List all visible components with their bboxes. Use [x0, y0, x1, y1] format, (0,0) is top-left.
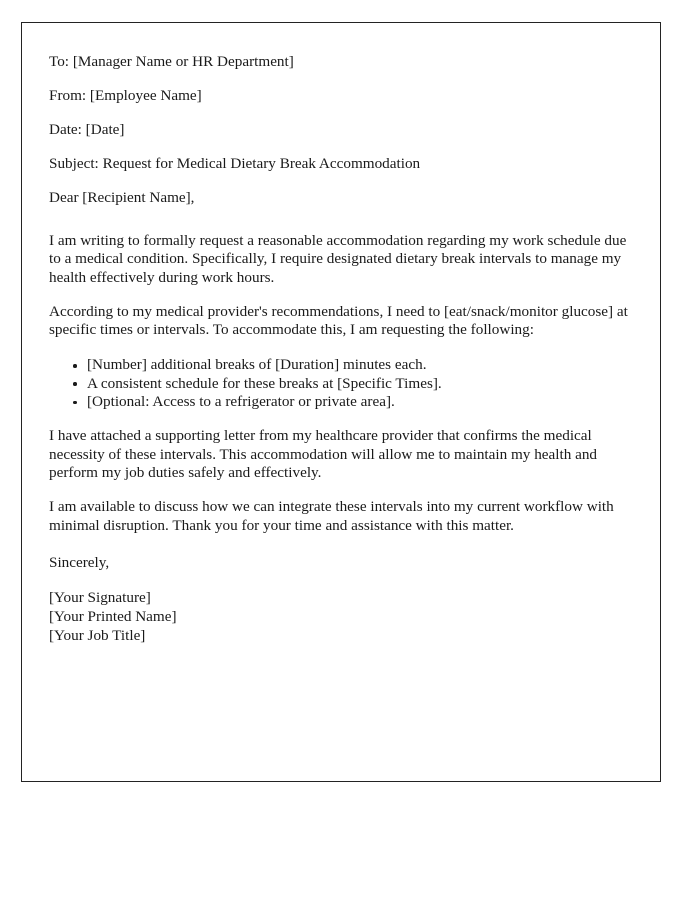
letter-paragraph-4: I am available to discuss how we can integrate these intervals into my current workflow with minimal disruption. Thank you for your time and assistance with this matter. — [49, 498, 614, 534]
letter-closing: Sincerely, — [49, 553, 110, 571]
letter-paragraph-1: I am writing to formally request a reasonable accommodation regarding my work schedule due to a medical condition. Specifically, I require designated dietary break intervals to manage my health effectively during work hours. — [49, 232, 627, 286]
letter-salutation: Dear [Recipient Name], — [49, 189, 195, 206]
signature-line-printed-name: [Your Printed Name] — [49, 608, 177, 626]
list-item — [49, 375, 633, 393]
signature-block — [49, 588, 633, 645]
letter-field-subject: Subject: Request for Medical Dietary Break Accommodation — [49, 155, 421, 172]
list-item-text: [Number] additional breaks of [Duration] minutes each. — [87, 356, 427, 374]
letter-field-to: To: [Manager Name or HR Department] — [49, 53, 294, 70]
letter-content — [49, 45, 633, 645]
letter-border-frame — [21, 22, 661, 782]
letter-field-from: From: [Employee Name] — [49, 87, 202, 104]
bullet-icon — [73, 401, 77, 405]
signature-line-signature: [Your Signature] — [49, 589, 151, 607]
list-item-text: [Optional: Access to a refrigerator or private area]. — [87, 393, 395, 411]
letter-field-date: Date: [Date] — [49, 121, 125, 138]
bullet-icon — [73, 382, 77, 386]
list-item — [49, 356, 633, 374]
bullet-icon — [73, 364, 77, 368]
list-item-text: A consistent schedule for these breaks at [Specific Times]. — [87, 374, 442, 392]
letter-paragraph-2: According to my medical provider's recommendations, I need to [eat/snack/monitor glucose] at specific times or intervals. To accommodate this, I am requesting the following: — [49, 302, 628, 339]
letter-paragraph-3: I have attached a supporting letter from my healthcare provider that confirms the medical necessity of these intervals. This accommodation will allow me to maintain my health and perform my job duties safely and effectively. — [49, 427, 598, 481]
signature-line-job-title: [Your Job Title] — [49, 627, 146, 645]
list-item — [49, 393, 633, 411]
request-list — [49, 356, 633, 411]
